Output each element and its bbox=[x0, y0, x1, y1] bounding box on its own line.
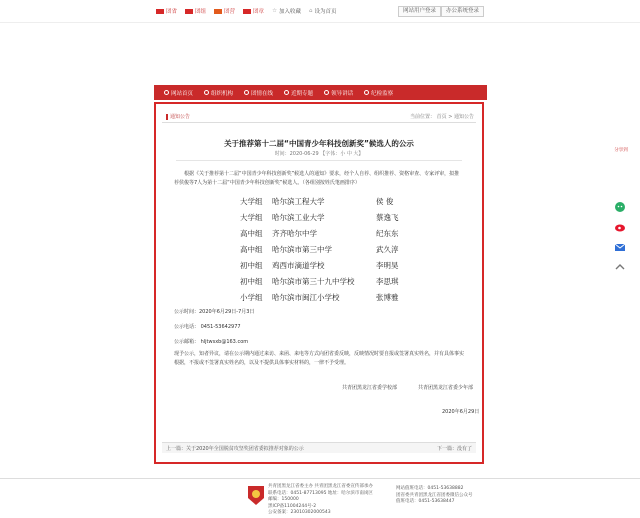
top-link-0[interactable]: 团省 bbox=[156, 7, 177, 15]
candidate-row: 初中组 鸡西市滴道学校 李明昊 bbox=[240, 261, 399, 270]
nav-item-speeches[interactable]: 领导讲话 bbox=[324, 89, 353, 97]
nav-item-topics[interactable]: 近期专题 bbox=[284, 89, 313, 97]
candidate-row: 小学组 哈尔滨市闽江小学校 张博雅 bbox=[240, 293, 399, 302]
shield-icon bbox=[364, 90, 369, 95]
top-link-2[interactable]: 团营 bbox=[214, 7, 235, 15]
flag-icon bbox=[243, 9, 251, 14]
notice-paragraph: 现予公示，知者异议，请在公示期内通过来访、来函、来电等方式向团省委反映，反映情况时要自报或签署真实姓名，并有具体事实根据，不报或不签署真实姓名的，以及不提供具体事实材料的，一律不予受理。 bbox=[174, 351, 465, 366]
top-bar bbox=[0, 0, 640, 23]
main-nav bbox=[154, 85, 487, 100]
user-login-button[interactable]: 网站用户登录 bbox=[398, 6, 441, 17]
email-icon bbox=[614, 241, 626, 253]
breadcrumb bbox=[162, 110, 476, 123]
nav-item-org[interactable]: 组织机构 bbox=[204, 89, 233, 97]
divider bbox=[176, 160, 462, 161]
top-link-1[interactable]: 团组 bbox=[185, 7, 206, 15]
publicity-email[interactable]: 公示邮箱： hljtwsxb@163.com bbox=[174, 339, 249, 345]
top-links bbox=[156, 7, 337, 15]
candidate-list bbox=[240, 196, 416, 308]
article-date: 时间：2020-06-29 【字体：小 中 大】 bbox=[274, 151, 364, 157]
flag-icon bbox=[156, 9, 164, 14]
nav-item-discipline[interactable]: 纪检监察 bbox=[364, 89, 393, 97]
add-favorite-link[interactable]: ☆ 加入收藏 bbox=[272, 8, 302, 15]
top-link-3[interactable]: 团章 bbox=[243, 7, 264, 15]
share-weibo-button[interactable] bbox=[614, 218, 626, 237]
candidate-row: 初中组 哈尔滨市第三十九中学校 李思琪 bbox=[240, 277, 399, 286]
nav-item-online[interactable]: 团情在线 bbox=[244, 89, 273, 97]
candidate-row: 高中组 齐齐哈尔中学 纪东东 bbox=[240, 229, 399, 238]
weibo-icon bbox=[614, 221, 626, 233]
footer-left-info: 共青团黑龙江省委主办 共青团黑龙江省委宣传部承办 联系电话：0451-87713095 地址：哈尔滨市南岗区 邮编：150000 黑ICP备11004244号-2 公安备案：23010302000543 bbox=[268, 484, 373, 515]
section-label[interactable]: 通知公告 bbox=[170, 114, 191, 120]
top-icon bbox=[614, 261, 626, 273]
share-wechat-button[interactable] bbox=[614, 198, 626, 217]
org-logo-icon bbox=[246, 484, 266, 506]
star-icon: ☆ bbox=[272, 8, 277, 14]
article-title: 关于推荐第十二届“中国青少年科技创新奖”候选人的公示 bbox=[224, 139, 414, 148]
next-article-link[interactable]: 下一篇：没有了 bbox=[436, 446, 472, 452]
signature-2: 共青团黑龙江省委少年部 bbox=[418, 385, 474, 391]
prev-article-link[interactable]: 上一篇：关于2020年全国脱贫攻坚奖团省委拟推荐对象的公示 bbox=[166, 446, 304, 452]
intro-paragraph: 根据《关于推荐第十二届“中国青少年科技创新奖”候选人的通知》要求，经个人自荐、组织推荐、资格审查、专家评审，拟推荐侯俊等7人为第十二届“中国青少年科技创新奖”候选人。（各组别按姓氏笔画排序） bbox=[174, 171, 460, 186]
publicity-phone: 公示电话： 0451-53642977 bbox=[174, 324, 241, 330]
speech-icon bbox=[324, 90, 329, 95]
org-icon bbox=[204, 90, 209, 95]
signature-date: 2020年6月29日 bbox=[442, 409, 480, 415]
signature-1: 共青团黑龙江省委学校部 bbox=[342, 385, 398, 391]
candidate-row: 大学组 哈尔滨工业大学 蔡逸飞 bbox=[240, 213, 399, 222]
home-icon bbox=[164, 90, 169, 95]
set-homepage-link[interactable]: ⌂ 设为首页 bbox=[309, 8, 337, 15]
share-email-button[interactable] bbox=[614, 238, 626, 257]
flag-icon bbox=[185, 9, 193, 14]
wechat-icon bbox=[614, 201, 626, 213]
office-login-button[interactable]: 办公系统登录 bbox=[441, 6, 484, 17]
candidate-row: 大学组 哈尔滨工程大学 侯 俊 bbox=[240, 197, 394, 206]
online-icon bbox=[244, 90, 249, 95]
share-label: 分享到 bbox=[614, 148, 628, 153]
breadcrumb-path[interactable]: 当前位置： 首页 > 通知公告 bbox=[410, 114, 474, 120]
publicity-period: 公示时间：2020年6月29日-7月3日 bbox=[174, 309, 255, 315]
flag-icon bbox=[214, 9, 222, 14]
back-to-top-button[interactable] bbox=[614, 258, 626, 277]
footer-right-info: 网站值班电话：0451-53638882 团省委共青团黑龙江省团委微信公众号 值班电话：0451-53638447 bbox=[396, 486, 473, 504]
topic-icon bbox=[284, 90, 289, 95]
candidate-row: 高中组 哈尔滨市第三中学 武久淳 bbox=[240, 245, 399, 254]
nav-item-home[interactable]: 网站首页 bbox=[164, 89, 193, 97]
home-icon: ⌂ bbox=[309, 8, 313, 14]
prev-next-bar bbox=[162, 442, 476, 453]
article-frame bbox=[154, 102, 484, 464]
section-marker-icon bbox=[166, 114, 168, 120]
